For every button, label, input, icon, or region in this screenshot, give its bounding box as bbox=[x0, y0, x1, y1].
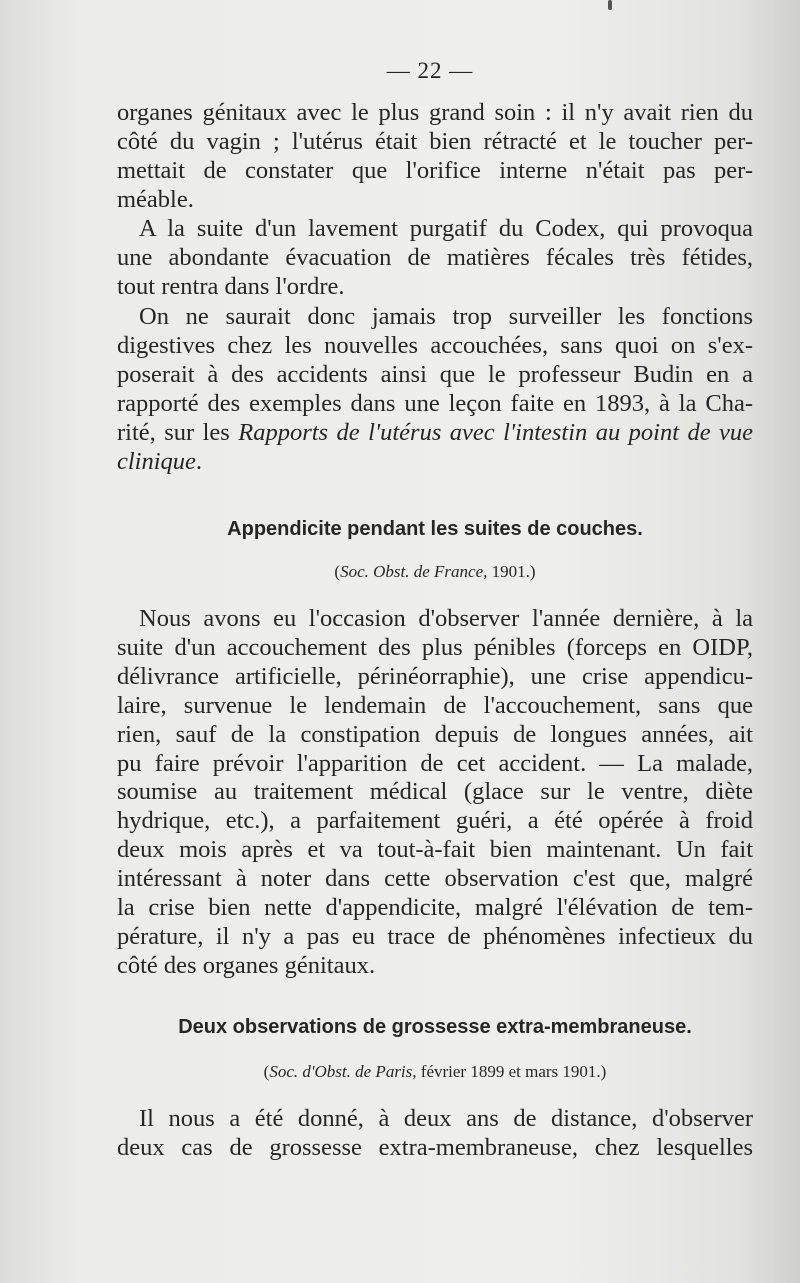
text-line: poserait à des accidents ainsi que le professeur Budin en a bbox=[117, 360, 753, 388]
text-line: la crise bien nette d'appendicite, malgré l'élévation de tem- bbox=[117, 894, 753, 922]
paragraph-lavement bbox=[117, 215, 753, 302]
text-line: organes génitaux avec le plus grand soin : il n'y avait rien du bbox=[117, 99, 753, 126]
italic-title: clinique bbox=[117, 447, 196, 475]
text-line: une abondante évacuation de matières fécales très fétides, bbox=[117, 243, 753, 271]
text-fragment: rité, sur les bbox=[117, 418, 239, 446]
text-line: pérature, il n'y a pas eu trace de phénomènes infectieux du bbox=[117, 922, 753, 950]
text-line: hydrique, etc.), a parfaitement guéri, a été opérée à froid bbox=[117, 807, 753, 835]
text-line bbox=[117, 419, 753, 448]
text-line: deux cas de grossesse extra-membraneuse, chez lesquelles bbox=[117, 1133, 753, 1161]
text-line: digestives chez les nouvelles accouchées, sans quoi on s'ex- bbox=[117, 331, 753, 359]
text-line: délivrance artificielle, périnéorraphie), une crise appendicu- bbox=[117, 662, 753, 690]
paragraph-grossesse bbox=[117, 1105, 753, 1163]
paragraph-fonctions-digestives bbox=[117, 303, 753, 476]
section-heading-grossesse: Deux observations de grossesse extra-membraneuse. bbox=[178, 1016, 692, 1038]
text-line: Nous avons eu l'occasion d'observer l'année dernière, à la bbox=[139, 605, 753, 632]
paragraph-appendicite bbox=[117, 605, 753, 981]
text-line: soumise au traitement médical (glace sur le ventre, diète bbox=[117, 778, 753, 806]
text-line: suite d'un accouchement des plus pénibles (forceps en OIDP, bbox=[117, 633, 753, 661]
text-line: rapporté des exemples dans une leçon faite en 1893, à la Cha- bbox=[117, 389, 753, 417]
text-line: deux mois après et va tout-à-fait bien maintenant. Un fait bbox=[117, 836, 753, 864]
text-line: Il nous a été donné, à deux ans de distance, d'observer bbox=[139, 1105, 753, 1132]
section-heading-appendicite: Appendicite pendant les suites de couches. bbox=[227, 518, 643, 540]
paragraph-continuation bbox=[117, 99, 753, 215]
ink-speck bbox=[608, 0, 612, 10]
text-line: pu faire prévoir l'apparition de cet accident. — La malade, bbox=[117, 749, 753, 777]
page-number: — 22 — bbox=[386, 58, 474, 83]
text-line: laire, survenue le lendemain de l'accouchement, sans que bbox=[117, 691, 753, 719]
text-line: mettait de constater que l'orifice interne n'était pas per- bbox=[117, 156, 753, 184]
text-line: A la suite d'un lavement purgatif du Codex, qui provoqua bbox=[139, 215, 753, 242]
text-fragment: . bbox=[195, 447, 203, 475]
text-line: rien, sauf de la constipation depuis de longues années, ait bbox=[117, 720, 753, 748]
text-line: côté du vagin ; l'utérus était bien rétracté et le toucher per- bbox=[117, 127, 753, 155]
section-source: (Soc. d'Obst. de Paris, février 1899 et mars 1901.) bbox=[263, 1062, 607, 1081]
italic-title: Rapports de l'utérus avec l'intestin au point de vue bbox=[238, 418, 753, 446]
text-line: méable. bbox=[117, 185, 194, 213]
text-line: intéressant à noter dans cette observation c'est que, malgré bbox=[117, 865, 753, 893]
section-source: (Soc. Obst. de France, 1901.) bbox=[334, 562, 536, 581]
text-line: côté des organes génitaux. bbox=[117, 951, 376, 979]
text-line: tout rentra dans l'ordre. bbox=[117, 272, 345, 300]
text-line bbox=[117, 448, 753, 477]
text-line: On ne saurait donc jamais trop surveiller les fonctions bbox=[139, 303, 753, 330]
